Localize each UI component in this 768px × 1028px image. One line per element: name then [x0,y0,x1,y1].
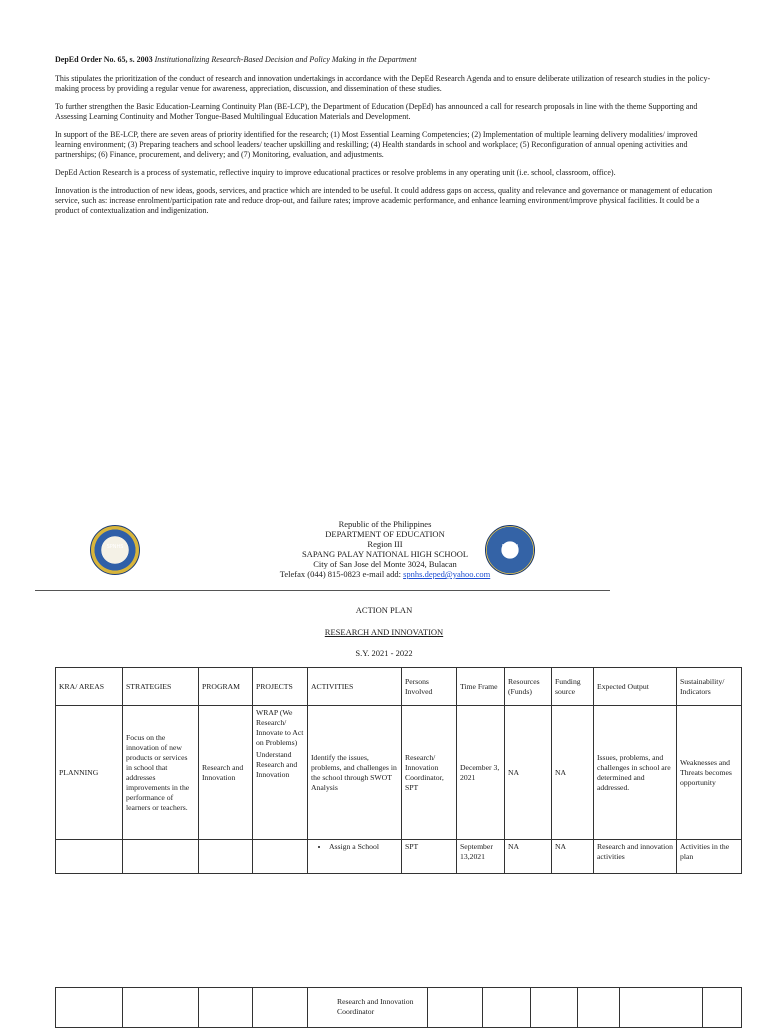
cell-projects [253,988,308,1028]
action-plan-table-continued [55,987,742,1028]
cell-resources [531,988,578,1028]
cell-funding [578,988,620,1028]
school-address-line: City of San Jose del Monte 3024, Bulacan [313,559,457,569]
header-kra: KRA/ AREAS [56,668,123,706]
cell-expected-output [620,988,703,1028]
intro-section [55,55,715,224]
cell-strategies [123,840,199,874]
research-innovation-title: RESEARCH AND INNOVATION [324,627,444,637]
cell-program: Research and Innovation [199,706,253,840]
intro-paragraph: In support of the BE-LCP, there are seven areas of priority identified for the research; (1) Most Essential Learning Competencies; (2) Implementation of multiple learning delivery modalities/ improved learning environment; (3) Preparing teachers and school leaders/ teacher upskilling and reskilling; (4) Health standards in school and workplace; (5) Reconfiguration of annual opening activities and partnerships; (6) Finance, procurement, and delivery; and (7) Monitoring, evaluation, and adjustments. [55,130,698,159]
deped-order-heading [55,55,715,65]
cell-program [199,840,253,874]
cell-funding: NA [552,706,594,840]
cell-funding: NA [552,840,594,874]
action-plan-table [55,667,742,874]
intro-paragraph: Innovation is the introduction of new ideas, goods, services, and practice which are intended to be useful. It could address gaps on access, quality and relevance and governance or management of education service, such as: increase enrolment/participation rate and reduce drop-out, and failure rates; improve academic performance, and enhance learning environment/improve physical facilities. It could be a product of contextualization and indigenization. [55,186,713,215]
table-row [56,840,742,874]
republic-line: Republic of the Philippines [338,519,432,529]
activity-bullet-list [311,842,398,852]
table-row [56,706,742,840]
email-link[interactable]: spnhs.deped@yahoo.com [403,569,491,579]
cell-persons [428,988,483,1028]
cell-activities: Identify the issues, problems, and challenges in the school through SWOT Analysis [308,706,402,840]
intro-paragraph: To further strengthen the Basic Education-Learning Continuity Plan (BE-LCP), the Department of Education (DepEd) has announced a call for research proposals in line with the theme Supporting and Assessing Learning Continuity and Mother Tongue-Based Multilingual Education Materials and Development. [55,102,698,121]
cell-projects [253,706,308,840]
cell-expected-output: Research and innovation activities [594,840,677,874]
deped-order-title: Institutionalizing Research-Based Decision and Policy Making in the Department [154,55,417,64]
cell-sustainability: Activities in the plan [677,840,742,874]
school-seal-text: SPNHS [106,544,124,550]
telefax-text: Telefax (044) 815-0823 e-mail add: [279,569,401,579]
header-projects: PROJECTS [253,668,308,706]
intro-paragraph: This stipulates the prioritization of the conduct of research and innovation undertakings in accordance with the DepEd Research Agenda and to ensure deliberate utilization of research studies in the policy-making process by providing a regular venue for awareness, appreciation, discussion, and dissemination of these studies. [55,74,711,93]
school-name-line: SAPANG PALAY NATIONAL HIGH SCHOOL [301,549,469,559]
table-header-row [56,668,742,706]
cell-resources: NA [505,840,552,874]
table-row [56,988,742,1028]
cell-sustainability [703,988,742,1028]
cell-strategies [123,988,199,1028]
header-expected-output: Expected Output [594,668,677,706]
header-funding: Funding source [552,668,594,706]
cell-kra [56,840,123,874]
cell-activities: Research and Innovation Coordinator [308,988,428,1028]
cell-time-frame [483,988,531,1028]
header-sustainability: Sustainability/ Indicators [677,668,742,706]
header-resources: Resources (Funds) [505,668,552,706]
intro-paragraph: DepEd Action Research is a process of systematic, reflective inquiry to improve educational practices or resolve problems in any operating unit (i.e. school, classroom, office). [55,168,616,177]
region-line: Region III [367,539,403,549]
cell-time-frame: December 3, 2021 [457,706,505,840]
header-persons: Persons Involved [402,668,457,706]
cell-resources: NA [505,706,552,840]
cell-program [199,988,253,1028]
deped-order-number: DepEd Order No. 65, s. 2003 [55,55,153,64]
letterhead [0,519,768,585]
header-program: PROGRAM [199,668,253,706]
cell-persons: SPT [402,840,457,874]
cell-time-frame: September 13,2021 [457,840,505,874]
cell-activities [308,840,402,874]
department-line: DEPARTMENT OF EDUCATION [325,529,445,539]
list-item: • Assign a School [329,842,398,852]
school-year-title: S.Y. 2021 - 2022 [355,648,413,658]
school-seal-icon [90,525,140,575]
deped-seal-text: DepEd [501,544,519,550]
cell-sustainability: Weaknesses and Threats becomes opportunity [677,706,742,840]
cell-kra [56,988,123,1028]
cell-persons: Research/ Innovation Coordinator, SPT [402,706,457,840]
project-wrap: WRAP (We Research/ Innovate to Act on Problems) [256,708,304,747]
header-time-frame: Time Frame [457,668,505,706]
cell-strategies: Focus on the innovation of new products or services in school that addresses improvements in the performance of learners or teachers. [123,706,199,840]
letterhead-divider [35,590,610,591]
header-strategies: STRATEGIES [123,668,199,706]
deped-seal-icon [485,525,535,575]
project-understand: Understand Research and Innovation [256,750,298,779]
action-plan-title: ACTION PLAN [355,605,413,615]
cell-expected-output: Issues, problems, and challenges in school are determined and addressed. [594,706,677,840]
cell-projects [253,840,308,874]
cell-kra: PLANNING [56,706,123,840]
header-activities: ACTIVITIES [308,668,402,706]
